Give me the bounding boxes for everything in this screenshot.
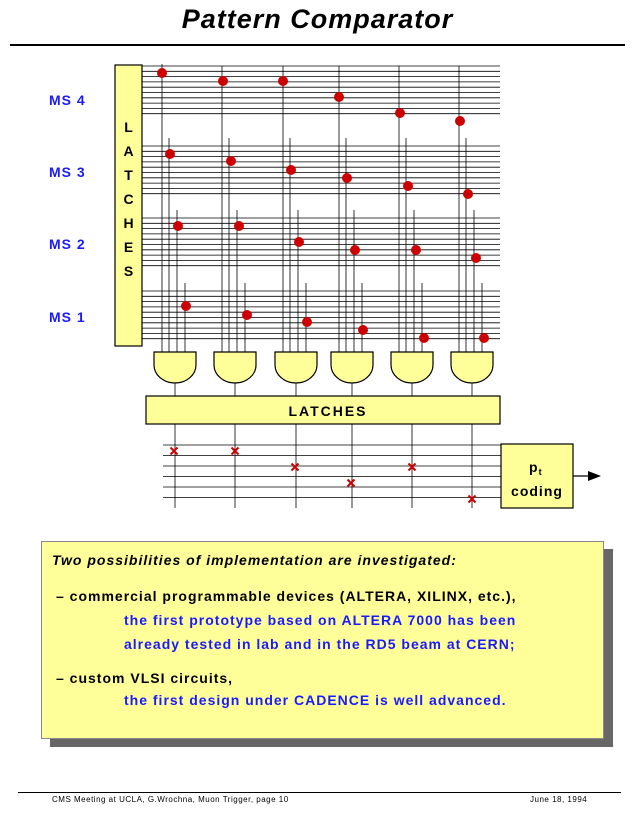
hit-dot xyxy=(278,76,288,86)
and-gate-icon xyxy=(154,352,196,383)
hit-dot xyxy=(403,181,413,191)
latch-letter: H xyxy=(123,215,134,231)
footer-credit: CMS Meeting at UCLA, G.Wrochna, Muon Trigger, page 10 xyxy=(52,795,289,804)
latch-letter: L xyxy=(124,119,133,135)
note-bullet-vlsi-detail: the first design under CADENCE is well advanced. xyxy=(124,692,507,708)
ms4-label: MS 4 xyxy=(49,92,86,108)
hit-dot xyxy=(157,68,167,78)
hit-dot xyxy=(455,116,465,126)
hit-dot xyxy=(358,325,368,335)
and-gate-icon xyxy=(391,352,433,383)
hit-dot xyxy=(350,245,360,255)
implementation-note xyxy=(41,541,604,739)
output-arrow-icon xyxy=(588,471,601,481)
hit-dot xyxy=(234,221,244,231)
horizontal-latches-label: LATCHES xyxy=(288,403,368,419)
ms1-label: MS 1 xyxy=(49,309,86,325)
hit-dot xyxy=(302,317,312,327)
pt-coding-label: coding xyxy=(511,483,563,499)
note-bullet-commercial-detail-2: already tested in lab and in the RD5 beam at CERN; xyxy=(124,636,516,652)
and-gate-icon xyxy=(451,352,493,383)
note-heading: Two possibilities of implementation are investigated: xyxy=(52,552,457,568)
latch-letter: C xyxy=(123,191,134,207)
hit-dot xyxy=(479,333,489,343)
ms3-label: MS 3 xyxy=(49,164,86,180)
footer-date: June 18, 1994 xyxy=(530,795,588,804)
hit-dot xyxy=(218,76,228,86)
hit-dot xyxy=(395,108,405,118)
ms2-label: MS 2 xyxy=(49,236,86,252)
hit-dot xyxy=(463,189,473,199)
hit-dot xyxy=(181,301,191,311)
footer-divider xyxy=(18,792,621,793)
hit-dot xyxy=(471,253,481,263)
and-gates xyxy=(154,352,493,396)
output-wires xyxy=(163,424,501,508)
hit-dot xyxy=(286,165,296,175)
hit-dot xyxy=(342,173,352,183)
hit-dot xyxy=(334,92,344,102)
hit-dot xyxy=(226,156,236,166)
and-gate-icon xyxy=(214,352,256,383)
page-title: Pattern Comparator xyxy=(181,4,454,34)
and-gate-icon xyxy=(331,352,373,383)
note-bullet-commercial: – commercial programmable devices (ALTERA, XILINX, etc.), xyxy=(56,588,517,604)
note-bullet-commercial-detail-1: the first prototype based on ALTERA 7000 has been xyxy=(124,612,517,628)
latch-letter: E xyxy=(123,239,134,255)
pt-symbol: $p_t$ xyxy=(529,459,543,477)
hit-dot xyxy=(419,333,429,343)
hit-dot xyxy=(173,221,183,231)
hit-dot xyxy=(411,245,421,255)
hit-dot xyxy=(294,237,304,247)
hit-dot xyxy=(242,310,252,320)
latch-letter: A xyxy=(123,143,134,159)
note-bullet-vlsi: – custom VLSI circuits, xyxy=(56,670,234,686)
wire-grid xyxy=(142,64,500,352)
latch-letter: T xyxy=(124,167,133,183)
hit-dot xyxy=(165,149,175,159)
and-gate-icon xyxy=(275,352,317,383)
latch-letter: S xyxy=(123,263,134,279)
